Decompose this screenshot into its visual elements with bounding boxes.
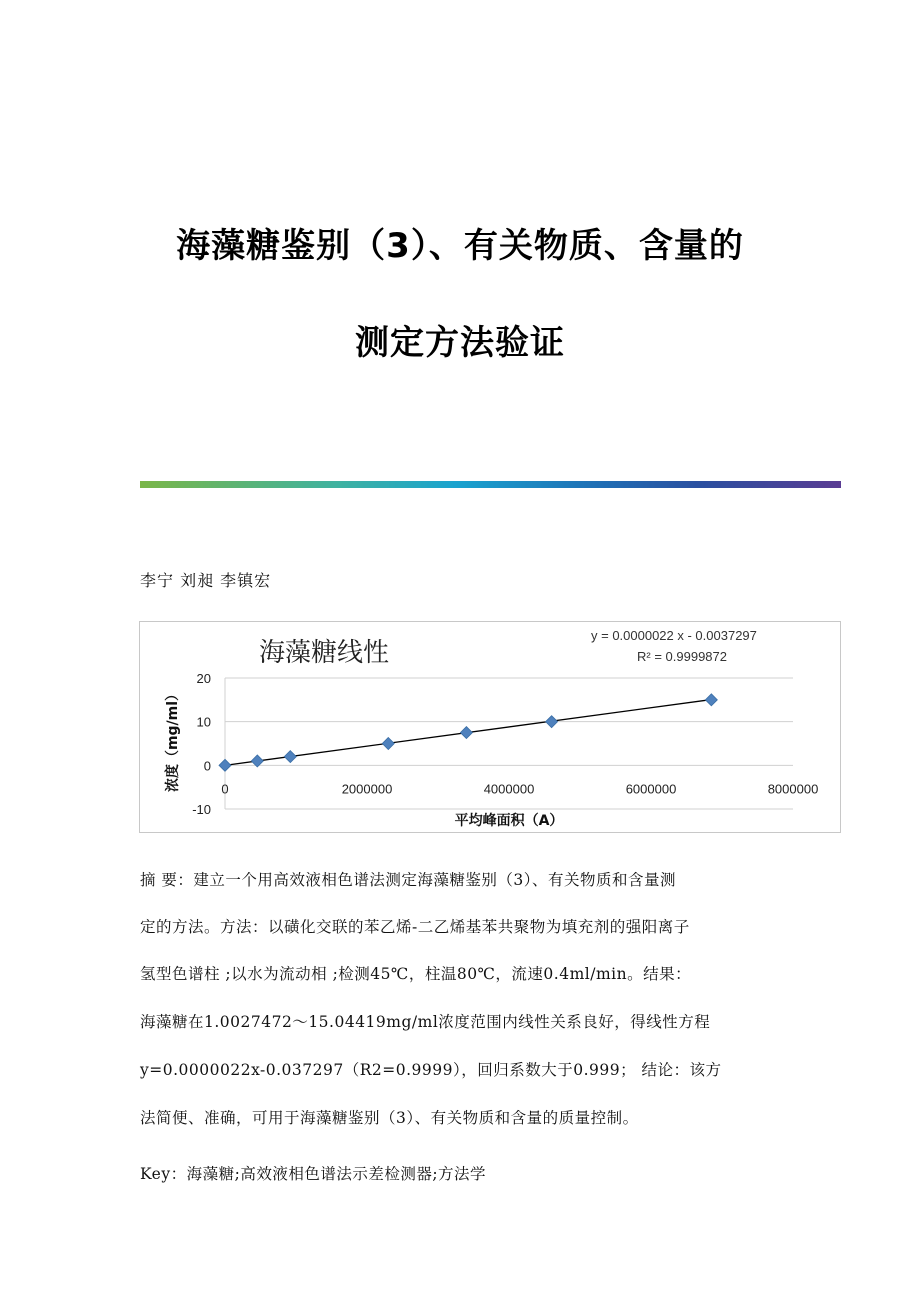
linearity-chart (139, 621, 841, 833)
chart-svg (139, 621, 841, 833)
chart-r-squared: R² = 0.9999872 (637, 649, 727, 664)
abstract-line-4: 海藻糖在1.0027472～15.04419mg/ml浓度范围内线性关系良好，得线性方程 (140, 1013, 711, 1031)
chart-equation: y = 0.0000022 x - 0.0037297 (591, 628, 757, 643)
y-tick-label: -10 (192, 802, 211, 817)
abstract-line-2: 定的方法。方法：以磺化交联的苯乙烯-二乙烯基苯共聚物为填充剂的强阳离子 (140, 918, 690, 936)
x-axis-label: 平均峰面积（A） (454, 813, 564, 829)
title-line-1: 海藻糖鉴别（3）、有关物质、含量的 (176, 226, 744, 266)
y-tick-label: 0 (203, 758, 211, 774)
x-tick-label: 4000000 (483, 781, 535, 797)
y-tick-label: 10 (196, 714, 211, 730)
x-tick-label: 8000000 (767, 781, 819, 797)
abstract-line-5: y=0.0000022x-0.037297（R2=0.9999），回归系数大于0.999； 结论：该方 (140, 1061, 722, 1079)
x-tick-label: 2000000 (341, 781, 393, 797)
gradient-divider (140, 481, 841, 488)
abstract-line-3: 氢型色谱柱 ;以水为流动相 ;检测45℃，柱温80℃，流速0.4ml/min。结果： (140, 965, 692, 983)
x-tick-label: 6000000 (625, 781, 677, 797)
authors: 李宁 刘昶 李镇宏 (140, 571, 272, 590)
y-tick-label: 20 (196, 671, 211, 686)
x-tick-label: 0 (221, 781, 229, 797)
title-line-2: 测定方法验证 (355, 323, 565, 363)
chart-frame (140, 622, 841, 833)
keywords: Key：海藻糖;高效液相色谱法示差检测器;方法学 (140, 1165, 487, 1183)
chart-title: 海藻糖线性 (259, 638, 390, 668)
y-axis-label: 浓度（mg/ml） (165, 686, 181, 793)
abstract-line-1: 摘 要：建立一个用高效液相色谱法测定海藻糖鉴别（3）、有关物质和含量测 (140, 871, 677, 889)
abstract-line-6: 法简便、准确，可用于海藻糖鉴别（3）、有关物质和含量的质量控制。 (140, 1109, 639, 1127)
